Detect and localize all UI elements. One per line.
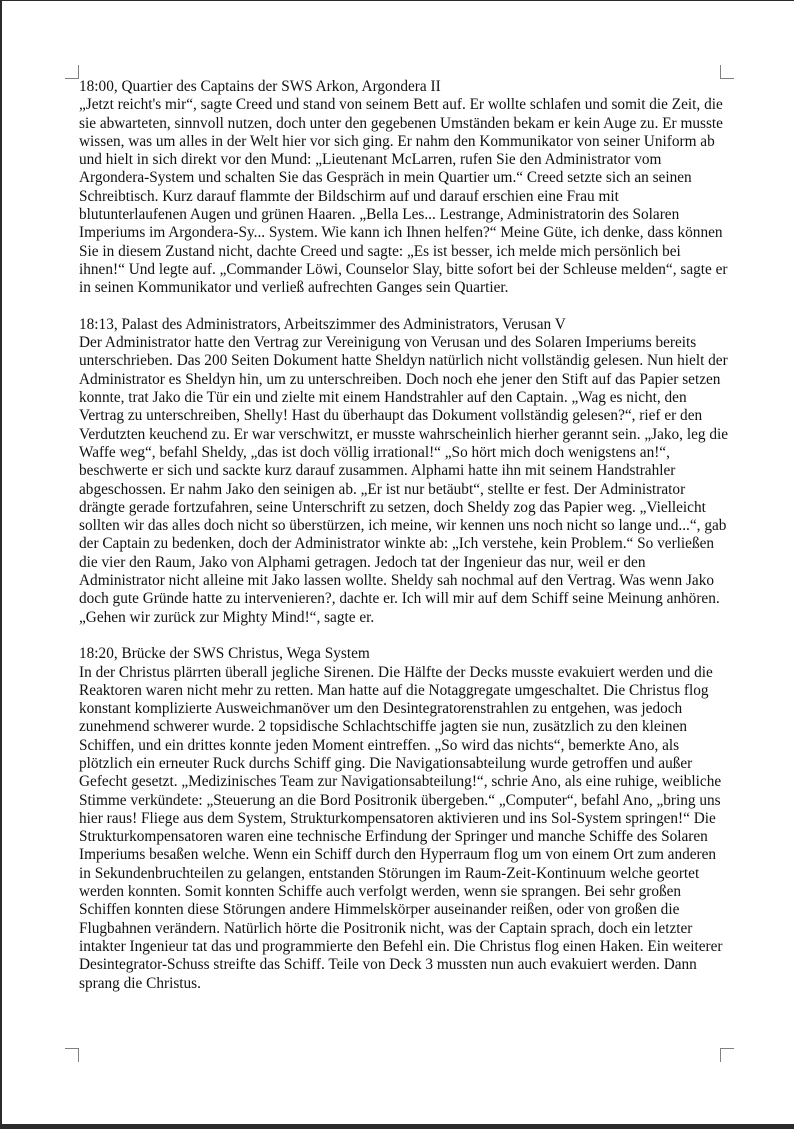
scene-section	[79, 78, 729, 298]
document-page	[2, 1, 794, 1124]
scene-paragraph: Der Administrator hatte den Vertrag zur Vereinigung von Verusan und des Solaren Imperiums bereits unterschrieben. Das 200 Seiten Dokument hatte Sheldyn natürlich nicht vollständig gelesen. Nun hielt der Administrator es Sheldyn hin, um zu unterschreiben. Doch noch ehe jener den Stift auf das Papier setzen konnte, trat Jako die Tür ein und zielte mit einem Handstrahler auf den Captain. „Wag es nicht, den Vertrag zu unterschreiben, Shelly! Hast du überhaupt das Dokument vollständig gelesen?“, rief er den Verdutzten keuchend zu. Er war verschwitzt, er musste wahrscheinlich hierher gerannt sein. „Jako, leg die Waffe weg“, befahl Sheldy, „das ist doch völlig irrational!“ „So hört mich doch wenigstens an!“, beschwerte er sich und sackte kurz darauf zusammen. Alphami hatte ihn mit seinem Handstrahler abgeschossen. Er nahm Jako den seinigen ab. „Er ist nur betäubt“, stellte er fest. Der Administrator drängte gerade fortzufahren, seine Unterschrift zu setzen, doch Sheldy zog das Papier weg. „Vielleicht sollten wir das alles doch nicht so überstürzen, ich meine, wir kennen uns noch nicht so lange und...“, gab der Captain zu bedenken, doch der Administrator winkte ab: „Ich verstehe, kein Problem.“ So verließen die vier den Raum, Jako von Alphami getragen. Jedoch tat der Ingenieur das nur, weil er den Administrator nicht alleine mit Jako lassen wollte. Sheldy sah nochmal auf den Vertrag. Was wenn Jako doch gute Gründe hatte zu intervenieren?, dachte er. Ich will mir auf dem Schiff seine Meinung anhören. „Gehen wir zurück zur Mighty Mind!“, sagte er.	[79, 334, 729, 626]
scene-heading: 18:13, Palast des Administrators, Arbeitszimmer des Administrators, Verusan V	[79, 315, 566, 333]
document-body[interactable]	[79, 78, 729, 1011]
scene-section	[79, 316, 729, 627]
scene-paragraph: „Jetzt reicht's mir“, sagte Creed und stand von seinem Bett auf. Er wollte schlafen und somit die Zeit, die sie abwarteten, sinnvoll nutzen, doch unter den gegebenen Umständen bekam er kein Auge zu. Er musste wissen, was um alles in der Welt hier vor sich ging. Er nahm den Kommunikator von seiner Uniform ab und hielt in sich direkt vor den Mund: „Lieutenant McLarren, rufen Sie den Administrator vom Argondera-System und schalten Sie das Gespräch in mein Quartier um.“ Creed setzte sich an seinen Schreibtisch. Kurz darauf flammte der Bildschirm auf und darauf erschien eine Frau mit blutunterlaufenen Augen und grünen Haaren. „Bella Les... Lestrange, Administratorin des Solaren Imperiums im Argondera-Sy... System. Wie kann ich Ihnen helfen?“ Meine Güte, ich denke, dass können Sie in diesem Zustand nicht, dachte Creed und sagte: „Es ist besser, ich melde mich persönlich bei ihnen!“ Und legte auf. „Commander Löwi, Counselor Slay, bitte sofort bei der Schleuse melden“, sagte er in seinen Kommunikator und verließ aufrechten Ganges sein Quartier.	[79, 96, 728, 297]
scene-heading: 18:20, Brücke der SWS Christus, Wega System	[79, 645, 370, 663]
scene-section	[79, 645, 729, 993]
scene-heading: 18:00, Quartier des Captains der SWS Arkon, Argondera II	[79, 78, 441, 95]
margin-corner-mark-top-right	[720, 65, 734, 79]
scene-paragraph: In der Christus plärrten überall jegliche Sirenen. Die Hälfte der Decks musste evakuiert werden und die Reaktoren waren nicht mehr zu retten. Man hatte auf die Notaggregate umgeschaltet. Die Christus flog konstant komplizierte Ausweichmanöver um den Desintegratorenstrahlen zu entgehen, was jedoch zunehmend schwerer wurde. 2 topsidische Schlachtschiffe jagten sie nun, zusätzlich zu den kleinen Schiffen, und ein drittes konnte jeden Moment eintreffen. „So wird das nichts“, bemerkte Ano, als plötzlich ein erneuter Ruck durchs Schiff ging. Die Navigationsabteilung wurde getroffen und außer Gefecht gesetzt. „Medizinisches Team zur Navigationsabteilung!“, schrie Ano, als eine ruhige, weibliche Stimme verkündete: „Steuerung an die Bord Positronik übergeben.“ „Computer“, befahl Ano, „bring uns hier raus! Fliege aus dem System, Strukturkompensatoren aktivieren und ins Sol-System springen!“ Die Strukturkompensatoren waren eine technische Erfindung der Springer und manche Schiffe des Solaren Imperiums besaßen welche. Wenn ein Schiff durch den Hyperraum flog um von einem Ort zum anderen in Sekundenbruchteilen zu gelangen, entstanden Störungen im Raum-Zeit-Kontinuum welche geortet werden konnten. Somit konnten Schiffe auch verfolgt werden, wenn sie sprangen. Bei sehr großen Schiffen konnten diese Störungen andere Himmelskörper auseinander reißen, oder von großen die Flugbahnen verändern. Natürlich hörte die Positronik nicht, was der Captain sprach, doch ein letzter intakter Ingenieur tat das und programmierte den Befehl ein. Die Christus flog einen Haken. Ein weiterer Desintegrator-Schuss streifte das Schiff. Teile von Deck 3 mussten nun auch evakuiert werden. Dann sprang die Christus.	[79, 663, 723, 992]
margin-corner-mark-top-left	[65, 65, 79, 79]
margin-corner-mark-bottom-left	[65, 1048, 79, 1062]
margin-corner-mark-bottom-right	[720, 1048, 734, 1062]
